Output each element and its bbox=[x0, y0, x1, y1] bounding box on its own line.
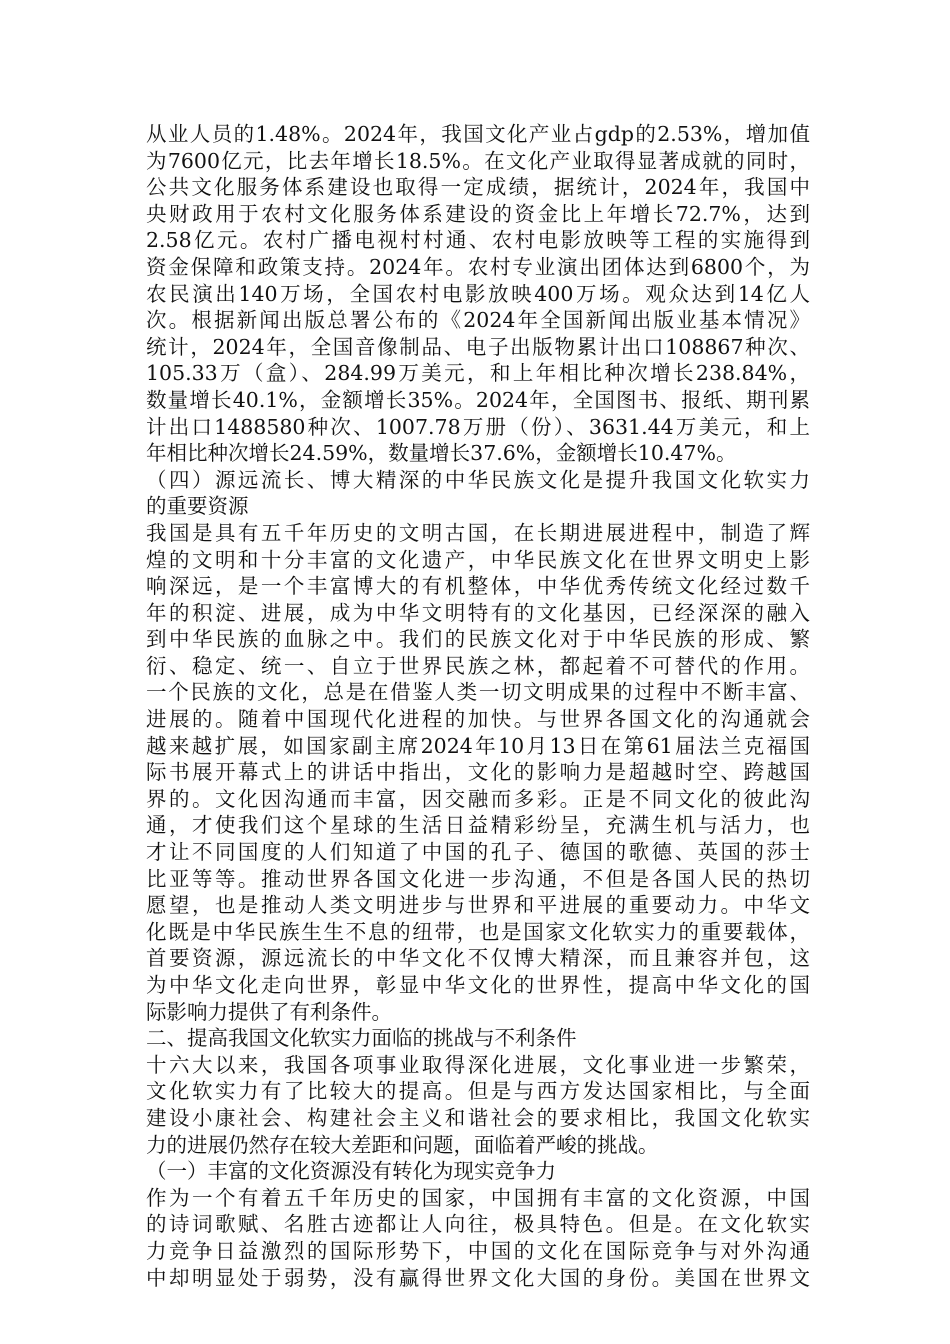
text-line: 文化软实力有了比较大的提高。但是与西方发达国家相比，与全面 bbox=[146, 1079, 810, 1104]
text-line: 愿望，也是推动人类文明进步与世界和平进展的重要动力。中华文 bbox=[146, 893, 810, 918]
text-line: 我国是具有五千年历史的文明古国，在长期进展进程中，制造了辉 bbox=[146, 520, 810, 545]
section-heading-end-line: 的重要资源 bbox=[146, 494, 249, 519]
text-line: 响深远，是一个丰富博大的有机整体，中华优秀传统文化经过数千 bbox=[146, 574, 810, 599]
text-line: 衍、稳定、统一、自立于世界民族之林，都起着不可替代的作用。 bbox=[146, 653, 810, 678]
text-line: 首要资源，源远流长的中华文化不仅博大精深，而且兼容并包，这 bbox=[146, 946, 810, 971]
paragraph-end-line: 际影响力提供了有利条件。 bbox=[146, 999, 392, 1024]
text-line: 为中华文化走向世界，彰显中华文化的世界性，提高中华文化的国 bbox=[146, 973, 810, 997]
text-line: 越来越扩展，如国家副主席2024年10月13日在第61届法兰克福国 bbox=[146, 733, 810, 758]
text-line: 建设小康社会、构建社会主义和谐社会的要求相比，我国文化软实 bbox=[146, 1105, 810, 1130]
text-line: 比亚等等。推动世界各国文化进一步沟通，不但是各国人民的热切 bbox=[146, 866, 810, 891]
text-line: 央财政用于农村文化服务体系建设的资金比上年增长72.7%，达到 bbox=[146, 201, 810, 226]
text-line: 进展的。随着中国现代化进程的加快。与世界各国文化的沟通就会 bbox=[146, 707, 810, 732]
text-line: 通，才使我们这个星球的生活日益精彩纷呈，充满生机与活力，也 bbox=[146, 813, 810, 838]
text-line: 105.33万（盒）、284.99万美元，和上年相比种次增长238.84%， bbox=[146, 361, 810, 386]
text-line: 的诗词歌赋、名胜古迹都让人向往，极具特色。但是。在文化软实 bbox=[146, 1212, 810, 1237]
text-line: 才让不同国度的人们知道了中国的孔子、德国的歌德、英国的莎士 bbox=[146, 840, 810, 865]
section-heading-line: 二、提高我国文化软实力面临的挑战与不利条件 bbox=[146, 1026, 577, 1051]
text-line: 统计，2024年，全国音像制品、电子出版物累计出口108867种次、 bbox=[146, 334, 810, 359]
text-line: 一个民族的文化，总是在借鉴人类一切文明成果的过程中不断丰富、 bbox=[146, 680, 810, 705]
text-line: 2.58亿元。农村广播电视村村通、农村电影放映等工程的实施得到 bbox=[146, 228, 810, 253]
text-line: 化既是中华民族生生不息的纽带，也是国家文化软实力的重要载体， bbox=[146, 919, 810, 944]
text-line: 为7600亿元，比去年增长18.5%。在文化产业取得显著成就的同时， bbox=[146, 148, 810, 173]
text-line: 力竞争日益激烈的国际形势下，中国的文化在国际竞争与对外沟通 bbox=[146, 1238, 810, 1263]
text-line: 年的积淀、进展，成为中华文明特有的文化基因，已经深深的融入 bbox=[146, 600, 810, 625]
paragraph-end-line: 年相比种次增长24.59%，数量增长37.6%，金额增长10.47%。 bbox=[146, 441, 737, 466]
section-heading-line: （四）源远流长、博大精深的中华民族文化是提升我国文化软实力 bbox=[146, 467, 810, 492]
document-body bbox=[146, 121, 810, 1291]
section-heading-line: （一）丰富的文化资源没有转化为现实竞争力 bbox=[146, 1159, 556, 1184]
text-line: 从业人员的1.48%。2024年，我国文化产业占gdp的2.53%，增加值 bbox=[146, 122, 810, 146]
text-line: 公共文化服务体系建设也取得一定成绩，据统计，2024年，我国中 bbox=[146, 175, 810, 200]
text-line: 数量增长40.1%，金额增长35%。2024年，全国图书、报纸、期刊累 bbox=[146, 387, 810, 412]
paragraph-end-line: 力的进展仍然存在较大差距和问题，面临着严峻的挑战。 bbox=[146, 1132, 659, 1157]
text-line: 次。根据新闻出版总署公布的《2024年全国新闻出版业基本情况》 bbox=[146, 308, 810, 333]
text-line: 到中华民族的血脉之中。我们的民族文化对于中华民族的形成、繁 bbox=[146, 627, 810, 652]
text-line: 中却明显处于弱势，没有赢得世界文化大国的身份。美国在世界文 bbox=[146, 1265, 810, 1290]
text-line: 界的。文化因沟通而丰富，因交融而多彩。正是不同文化的彼此沟 bbox=[146, 786, 810, 811]
text-line: 农民演出140万场，全国农村电影放映400万场。观众达到14亿人 bbox=[146, 281, 810, 306]
text-line: 际书展开幕式上的讲话中指出，文化的影响力是超越时空、跨越国 bbox=[146, 760, 810, 785]
text-line: 计出口1488580种次、1007.78万册（份）、3631.44万美元，和上 bbox=[146, 414, 810, 439]
text-line: 煌的文明和十分丰富的文化遗产，中华民族文化在世界文明史上影 bbox=[146, 547, 810, 572]
text-line: 十六大以来，我国各项事业取得深化进展，文化事业进一步繁荣， bbox=[146, 1052, 810, 1077]
text-line: 作为一个有着五千年历史的国家，中国拥有丰富的文化资源，中国 bbox=[146, 1185, 810, 1210]
text-line: 资金保障和政策支持。2024年。农村专业演出团体达到6800个，为 bbox=[146, 254, 810, 279]
